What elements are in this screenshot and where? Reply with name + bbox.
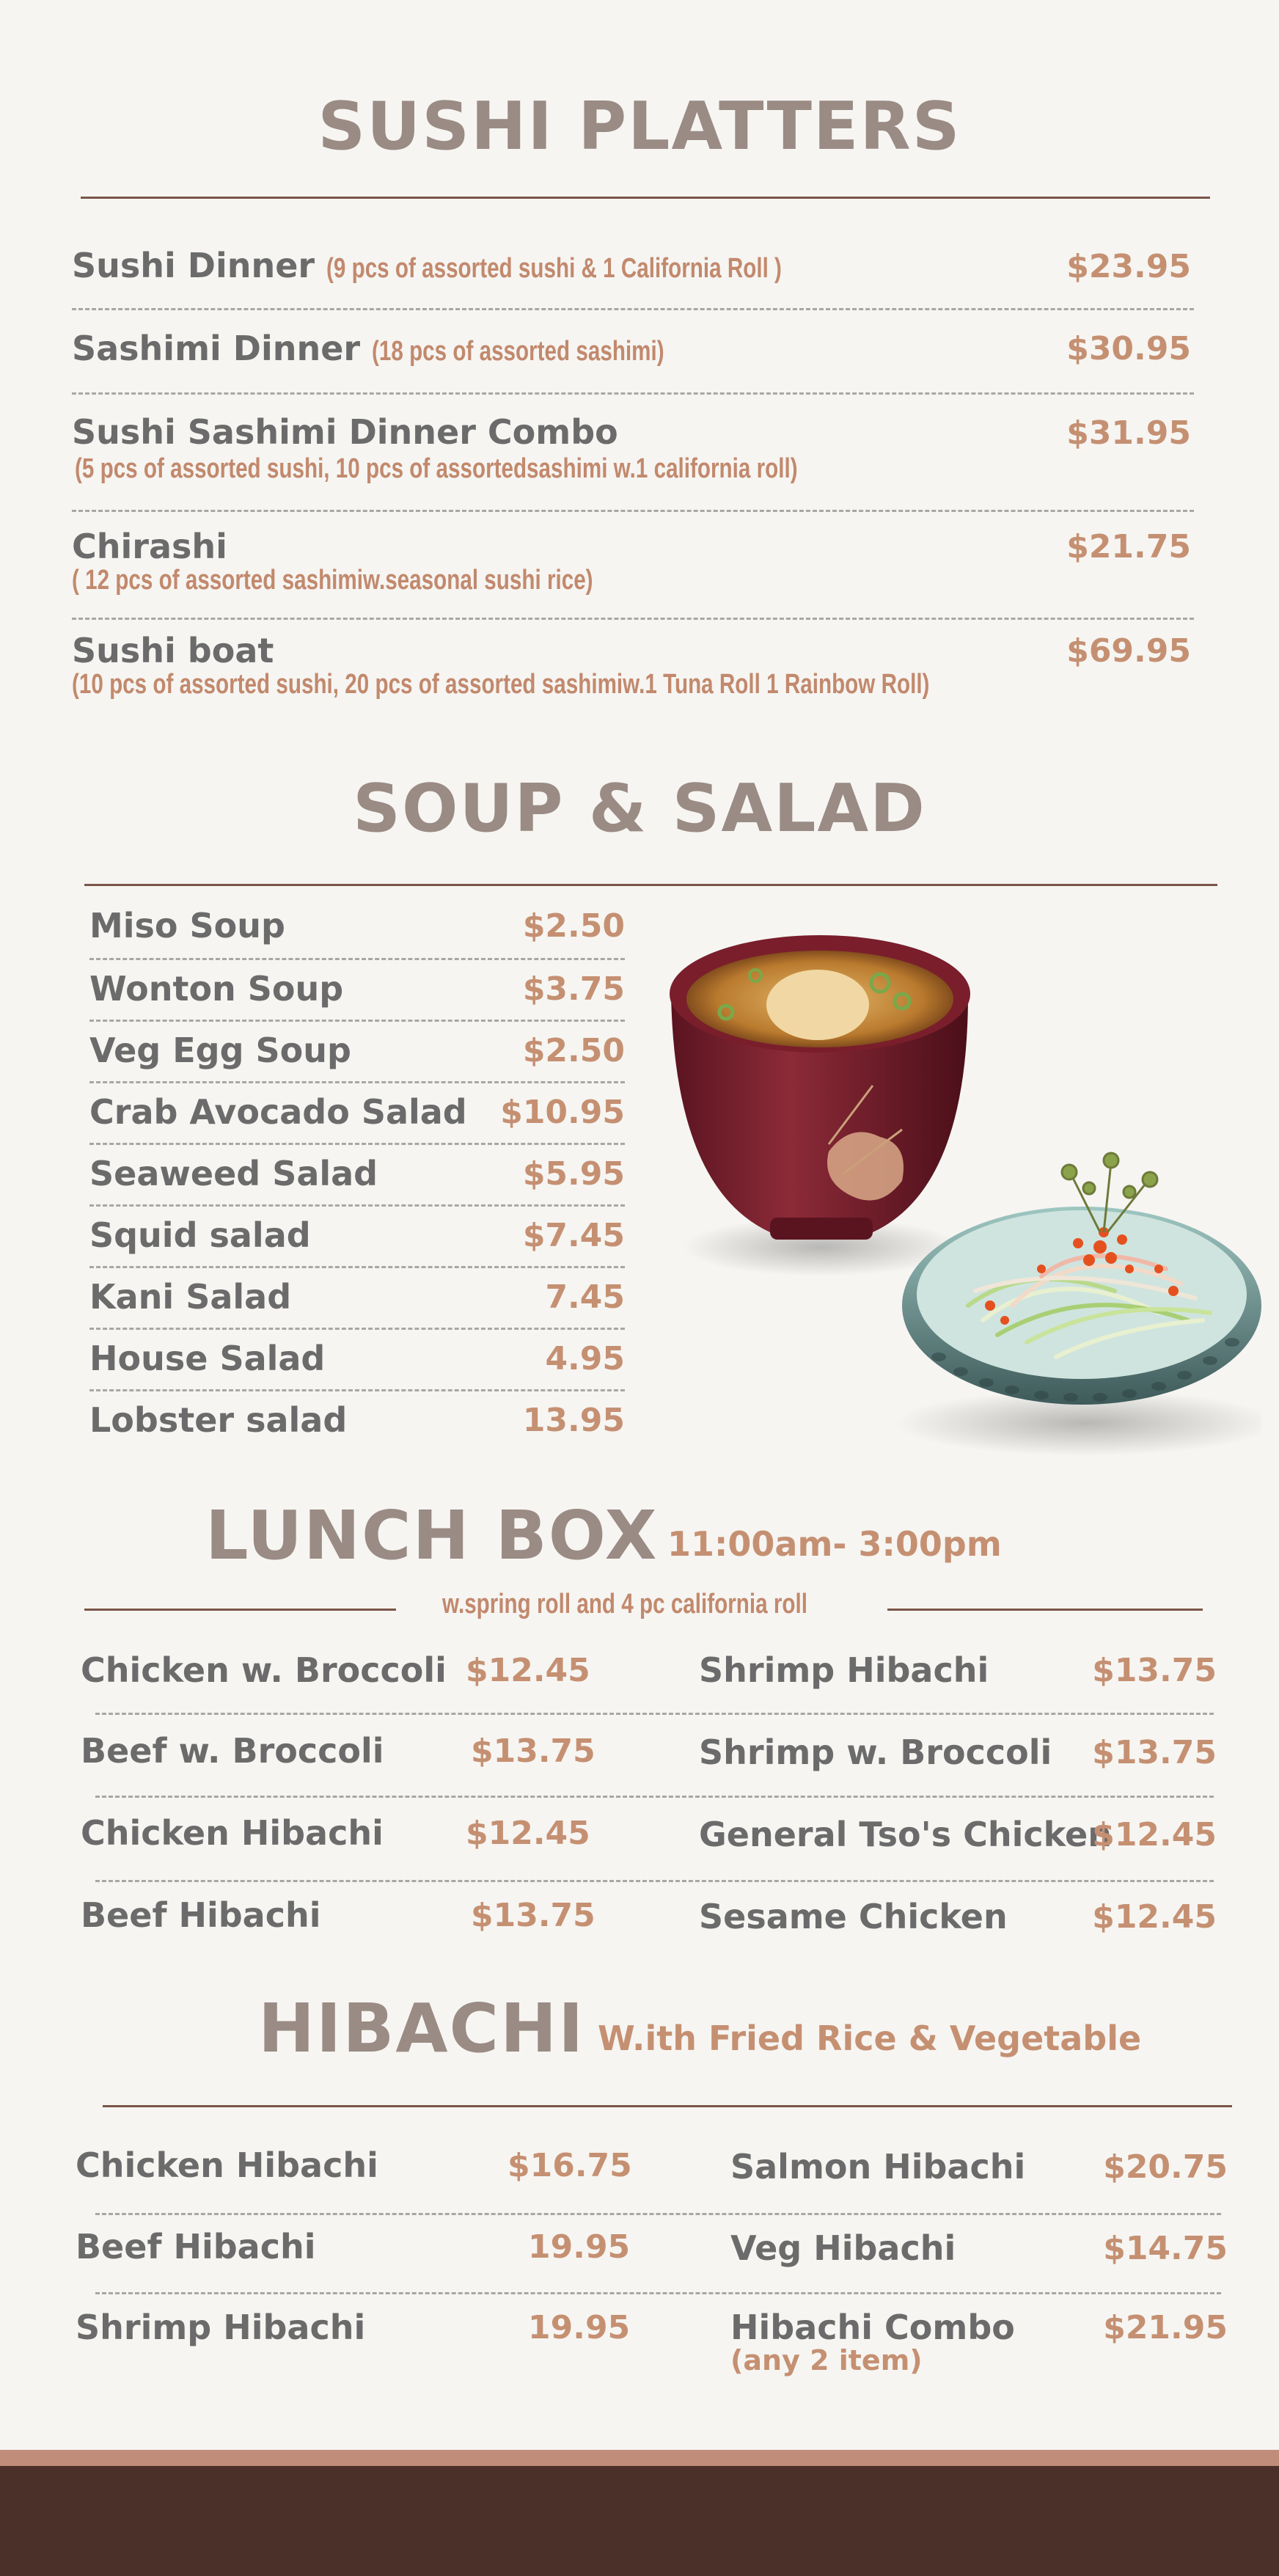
item-name: Veg Hibachi bbox=[730, 2228, 956, 2268]
section-title-lunch-box: LUNCH BOX bbox=[205, 1496, 659, 1575]
dotted-separator bbox=[95, 1713, 1214, 1715]
item-name: Beef w. Broccoli bbox=[81, 1731, 384, 1771]
menu-item-sushi-dinner bbox=[72, 246, 910, 285]
item-name: Sashimi Dinner bbox=[72, 329, 361, 368]
item-name: Lobster salad bbox=[89, 1400, 348, 1440]
item-price: $21.95 bbox=[1103, 2309, 1228, 2346]
item-name: Beef Hibachi bbox=[81, 1895, 321, 1935]
list-item bbox=[89, 1207, 625, 1268]
item-price: $20.75 bbox=[1103, 2148, 1228, 2186]
item-name: Chirashi bbox=[72, 527, 227, 566]
item-price: $3.75 bbox=[522, 970, 625, 1008]
divider bbox=[887, 1609, 1203, 1611]
item-price: 19.95 bbox=[528, 2309, 631, 2346]
list-item bbox=[89, 960, 625, 1022]
list-item bbox=[89, 1330, 625, 1391]
item-name: Beef Hibachi bbox=[76, 2227, 316, 2266]
item-price: $13.75 bbox=[1092, 1652, 1217, 1689]
dotted-separator bbox=[72, 392, 1194, 395]
item-name: Kani Salad bbox=[89, 1277, 292, 1317]
divider bbox=[84, 1609, 396, 1611]
item-name: Hibachi Combo bbox=[730, 2308, 1015, 2347]
item-price: $30.95 bbox=[1066, 330, 1191, 367]
item-price: $69.95 bbox=[1066, 632, 1191, 670]
item-price: $16.75 bbox=[507, 2147, 632, 2184]
item-name: Chicken w. Broccoli bbox=[81, 1650, 447, 1690]
dotted-separator bbox=[95, 1796, 1214, 1798]
soup-salad-list bbox=[89, 899, 625, 1453]
section-title-hibachi: HIBACHI bbox=[258, 1989, 585, 2068]
lunch-hours: 11:00am- 3:00pm bbox=[667, 1524, 1002, 1564]
item-name: Sesame Chicken bbox=[699, 1897, 1008, 1936]
footer-accent-band bbox=[0, 2450, 1279, 2466]
item-price: $13.75 bbox=[1092, 1734, 1217, 1771]
item-price: $23.95 bbox=[1066, 248, 1191, 285]
item-price: $31.95 bbox=[1066, 414, 1191, 452]
list-item bbox=[89, 899, 625, 960]
item-name: Shrimp Hibachi bbox=[76, 2308, 366, 2347]
dotted-separator bbox=[72, 510, 1194, 512]
hibachi-subtitle: W.ith Fried Rice & Vegetable bbox=[598, 2019, 1142, 2058]
item-price: $13.75 bbox=[471, 1732, 595, 1770]
item-name: Wonton Soup bbox=[89, 969, 344, 1009]
item-name: Sushi boat bbox=[72, 631, 274, 670]
dotted-separator bbox=[72, 618, 1194, 620]
item-description: ( 12 pcs of assorted sashimiw.seasonal sushi rice) bbox=[72, 565, 593, 596]
item-price: 13.95 bbox=[522, 1402, 625, 1439]
list-item bbox=[89, 1083, 625, 1145]
item-description: (18 pcs of assorted sashimi) bbox=[372, 336, 664, 367]
item-name: Salmon Hibachi bbox=[730, 2147, 1026, 2187]
item-price: $14.75 bbox=[1103, 2230, 1228, 2267]
item-price: $21.75 bbox=[1066, 528, 1191, 566]
item-name: Squid salad bbox=[89, 1215, 311, 1255]
list-item bbox=[89, 1145, 625, 1207]
item-price: $2.50 bbox=[522, 907, 625, 945]
item-name: Chicken Hibachi bbox=[81, 1813, 384, 1853]
dotted-separator bbox=[95, 1880, 1214, 1882]
miso-soup-and-salad-photo bbox=[660, 924, 1261, 1467]
item-name: Shrimp w. Broccoli bbox=[699, 1732, 1052, 1772]
item-name: Miso Soup bbox=[89, 906, 285, 945]
item-description: (10 pcs of assorted sushi, 20 pcs of assorted sashimiw.1 Tuna Roll 1 Rainbow Roll) bbox=[72, 669, 930, 700]
item-description: (5 pcs of assorted sushi, 10 pcs of assortedsashimi w.1 california roll) bbox=[75, 453, 798, 484]
dotted-separator bbox=[95, 2213, 1221, 2215]
item-price: $2.50 bbox=[522, 1032, 625, 1069]
item-name: Veg Egg Soup bbox=[89, 1031, 351, 1070]
menu-item-sashimi-dinner bbox=[72, 329, 747, 368]
divider bbox=[84, 884, 1217, 886]
item-price: $12.45 bbox=[466, 1815, 590, 1852]
item-price: $7.45 bbox=[522, 1217, 625, 1254]
item-price: $12.45 bbox=[1092, 1898, 1217, 1936]
item-note: (any 2 item) bbox=[730, 2344, 923, 2376]
item-price: $5.95 bbox=[522, 1155, 625, 1193]
item-price: 7.45 bbox=[545, 1278, 625, 1316]
item-name: Shrimp Hibachi bbox=[699, 1650, 989, 1690]
divider bbox=[103, 2105, 1232, 2107]
dotted-separator bbox=[95, 2292, 1221, 2294]
item-name: Seaweed Salad bbox=[89, 1154, 378, 1193]
item-price: 4.95 bbox=[545, 1340, 625, 1377]
section-title-sushi-platters: SUSHI PLATTERS bbox=[318, 88, 961, 165]
list-item bbox=[89, 1391, 625, 1453]
item-name: Sushi Sashimi Dinner Combo bbox=[72, 412, 618, 452]
dotted-separator bbox=[72, 308, 1194, 310]
section-title-soup-salad: SOUP & SALAD bbox=[353, 770, 926, 847]
item-description: (9 pcs of assorted sushi & 1 California Roll ) bbox=[326, 253, 783, 284]
list-item bbox=[89, 1022, 625, 1083]
item-name: House Salad bbox=[89, 1339, 326, 1378]
item-price: $12.45 bbox=[466, 1652, 590, 1689]
item-name: Crab Avocado Salad bbox=[89, 1092, 467, 1132]
item-name: Sushi Dinner bbox=[72, 246, 315, 285]
item-price: $12.45 bbox=[1092, 1816, 1217, 1854]
item-price: 19.95 bbox=[528, 2228, 631, 2266]
divider bbox=[81, 197, 1210, 199]
item-name: General Tso's Chicken bbox=[699, 1815, 1112, 1854]
list-item bbox=[89, 1268, 625, 1330]
item-price: $13.75 bbox=[471, 1897, 595, 1934]
item-price: $10.95 bbox=[500, 1094, 625, 1131]
footer-band bbox=[0, 2466, 1279, 2576]
lunch-box-note: w.spring roll and 4 pc california roll bbox=[442, 1589, 807, 1620]
item-name: Chicken Hibachi bbox=[76, 2145, 378, 2185]
